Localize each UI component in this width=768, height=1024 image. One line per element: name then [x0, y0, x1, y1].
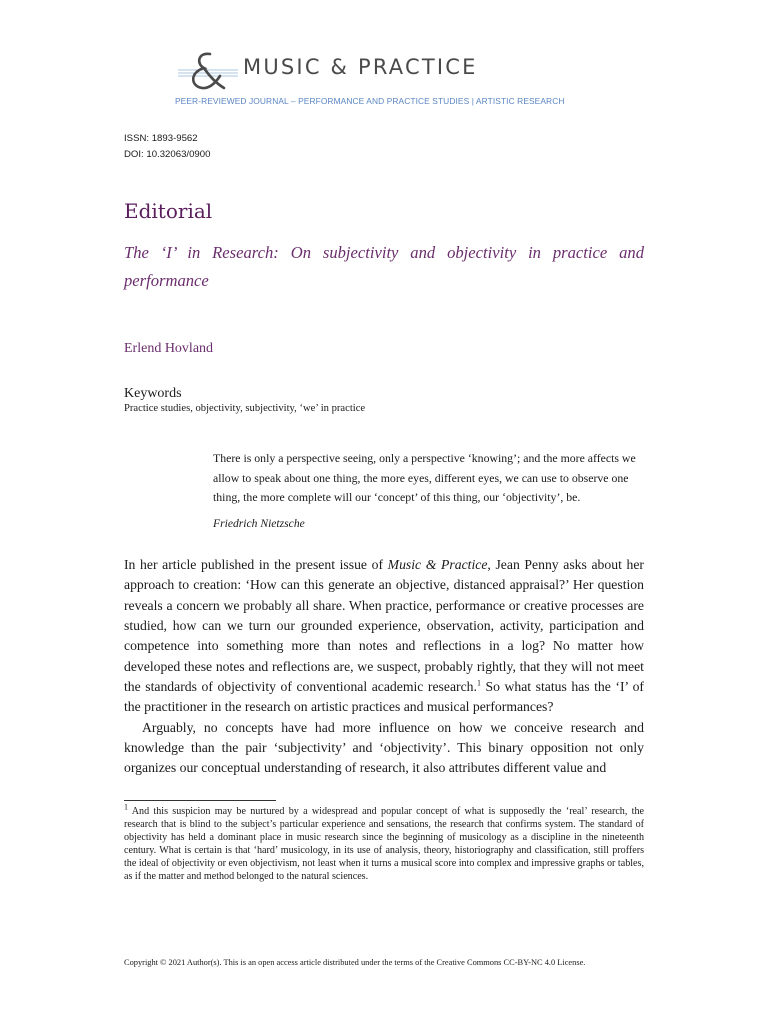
ampersand-logo-icon	[176, 50, 240, 92]
paragraph-1	[124, 555, 644, 718]
footnote	[124, 802, 644, 884]
paragraph-2: Arguably, no concepts have had more influence on how we conceive research and knowledge than the pair ‘subjectivity’ and ‘objectivity’. This binary opposition not only organizes our conceptual understanding of research, it also attributes different value and	[124, 719, 644, 776]
footnote-number: 1	[124, 802, 128, 812]
author-name: Erlend Hovland	[124, 341, 214, 356]
paragraph-1-middle: , Jean Penny asks about her approach to creation: ‘How can this generate an objective, distanced appraisal?’ Her question reveals a concern we probably all share. When practice, performance or creative processes are studied, how can we turn our grounded experience, observation, activity, participation and competence into something more than notes and reflections in a log? No matter how developed these notes and reflections are, we suspect, probably rightly, that they will not meet the standards of objectivity of conventional academic research.	[124, 557, 644, 695]
issn: ISSN: 1893-9562	[124, 133, 198, 144]
epigraph-author: Friedrich Nietzsche	[213, 517, 305, 530]
doi[interactable]: DOI: 10.32063/0900	[124, 149, 211, 160]
paragraph-1-start: In her article published in the present issue of	[124, 557, 388, 572]
article-title: The ‘I’ in Research: On subjectivity and objectivity in practice and performance	[124, 243, 644, 290]
footnote-text: And this suspicion may be nurtured by a widespread and popular concept of what is supposedly the ‘real’ research, the research that is blind to the subject’s particular experience and sensations, the research that confirms system. The standard of objectivity has held a dominant place in music research since the beginning of musicology as a discipline in the nineteenth century. What is certain is that ‘hard’ musicology, in its use of analysis, theory, historiography and classification, still proffers the ideal of objectivity or even objectivism, not least when it turns a musical score into complex and impressive graphs or tables, as if the matter and method belonged to the natural sciences.	[124, 806, 644, 883]
paragraph-1-end: So what status has the ‘I’ of the practitioner in the research on artistic practices and musical performances?	[124, 679, 644, 715]
section-heading: Editorial	[124, 199, 213, 223]
body-text	[124, 555, 644, 779]
epigraph-quote: There is only a perspective seeing, only a perspective ‘knowing’; and the more affects we allow to speak about one thing, the more eyes, different eyes, we can use to observe one thing, the more complete will our ‘concept’ of this thing, our ‘objectivity’, be.	[213, 451, 636, 504]
keywords-list: Practice studies, objectivity, subjectivity, ‘we’ in practice	[124, 403, 366, 414]
keywords-label: Keywords	[124, 386, 182, 401]
copyright-notice: Copyright © 2021 Author(s). This is an open access article distributed under the terms of the Creative Commons CC-BY-NC 4.0 License.	[124, 958, 586, 967]
footnote-ref[interactable]: 1	[476, 678, 481, 688]
journal-name: MUSIC & PRACTICE	[243, 55, 478, 79]
journal-tagline: PEER-REVIEWED JOURNAL – PERFORMANCE AND PRACTICE STUDIES | ARTISTIC RESEARCH	[175, 96, 565, 106]
journal-title-italic: Music & Practice	[387, 557, 488, 572]
footnote-divider	[124, 800, 276, 801]
